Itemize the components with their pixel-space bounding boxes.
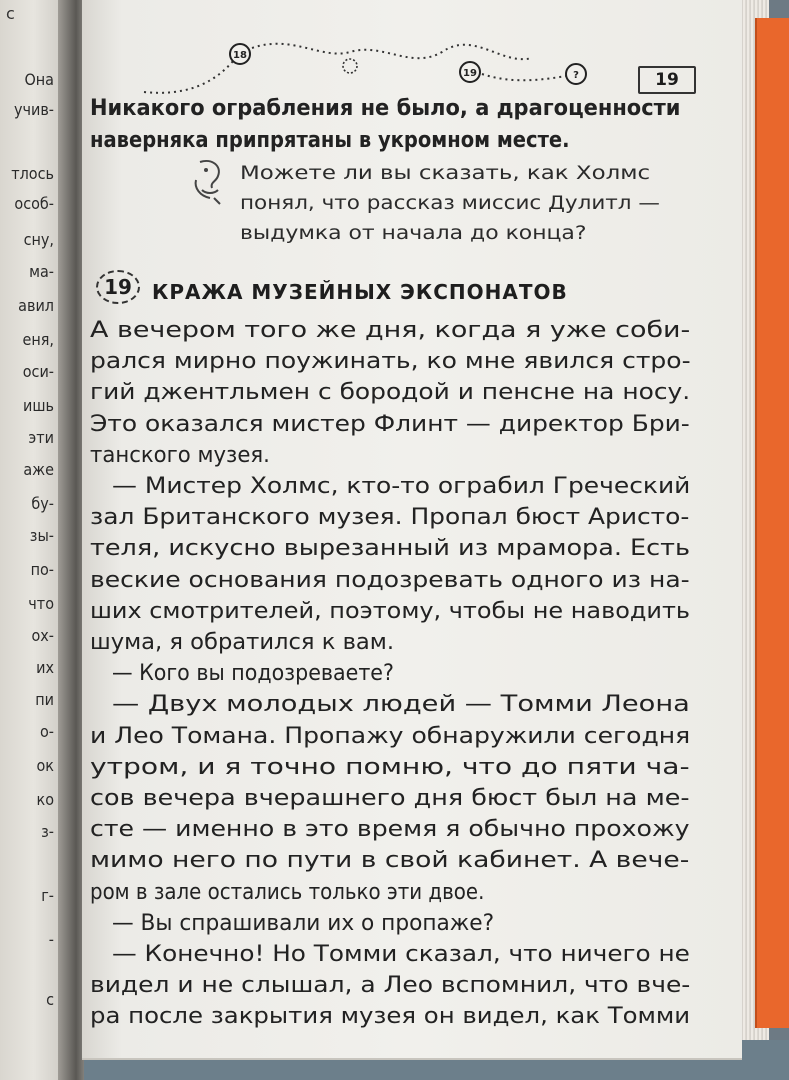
nav-badge-19-label: 19	[463, 68, 477, 79]
story-line: рался мирно поужинать, ко мне явился стро-	[90, 349, 691, 375]
story-line: — Кого вы подозреваете?	[112, 661, 394, 687]
left-page-fragment: тлось	[11, 164, 54, 183]
page-header	[82, 0, 742, 100]
left-page-fragment: о-	[40, 722, 54, 741]
left-page-fragment: пи	[35, 690, 54, 709]
question-line: Можете ли вы сказать, как Холмс	[240, 162, 651, 184]
story-line: сов вечера вчерашнего дня бюст был на ме-	[90, 786, 690, 811]
left-page-fragment: з-	[41, 822, 54, 841]
left-page-fragment: с	[46, 990, 54, 1009]
story-line: видел и не слышал, а Лео вспомнил, что вче-	[90, 973, 691, 999]
story-line: — Мистер Холмс, кто-то ограбил Греческий	[112, 474, 691, 499]
left-page-fragment: -	[48, 930, 54, 949]
story-line: теля, искусно вырезанный из мрамора. Есть	[90, 536, 691, 562]
story-line: — Конечно! Но Томми сказал, что ничего не	[112, 942, 690, 967]
story-line: танского музея.	[90, 442, 270, 468]
left-page-fragment: Она	[24, 70, 54, 89]
left-page-fragment: ок	[36, 756, 54, 775]
thinking-face-icon	[190, 158, 230, 206]
intro-line: наверняка припрятаны в укромном месте.	[90, 128, 570, 153]
dotted-swirl-icon	[343, 59, 357, 73]
story-line: зал Британского музея. Пропал бюст Аристо-	[90, 505, 690, 531]
left-page-fragment: учив-	[13, 100, 54, 119]
intro-line: Никакого ограбления не было, а драгоценности	[90, 96, 681, 121]
book-page	[82, 0, 742, 1060]
nav-badge-question-label: ?	[573, 70, 579, 81]
left-page-fragment: сну,	[23, 230, 54, 249]
page-number: 19	[638, 66, 696, 94]
story-line: сте — именно в это время я обычно прохожу	[90, 817, 690, 843]
nav-badge-18	[230, 44, 250, 64]
left-page-fragment: их	[36, 658, 54, 677]
nav-badge-19	[460, 62, 480, 82]
story-line: ром в зале остались только эти двое.	[90, 879, 485, 905]
left-page-fragment: эти	[28, 428, 54, 447]
left-page-fragment: что	[28, 594, 54, 613]
story-line: А вечером того же дня, когда я уже соби-	[90, 318, 691, 343]
left-page-fragment: особ-	[14, 194, 54, 213]
left-page-fragment: по-	[30, 560, 54, 579]
story-line: ра после закрытия музея он видел, как Томми	[90, 1004, 691, 1030]
story-line: ших смотрителей, поэтому, чтобы не наводить	[90, 598, 691, 624]
left-page-fragment: г-	[41, 886, 54, 905]
left-page-fragment: ишь	[22, 396, 54, 415]
nav-badge-question	[566, 64, 586, 84]
chapter-title: КРАЖА МУЗЕЙНЫХ ЭКСПОНАТОВ	[152, 280, 568, 304]
orange-book-cover	[755, 18, 789, 1028]
left-page-fragment: ох-	[31, 626, 54, 645]
story-line: утром, и я точно помню, что до пяти ча-	[90, 754, 690, 780]
left-page-fragment: аже	[23, 460, 54, 479]
left-page-corner-mark: c	[6, 4, 15, 23]
left-page-fragment: бу-	[31, 494, 54, 513]
story-line: Это оказался мистер Флинт — директор Бри-	[90, 411, 690, 437]
story-line: и Лео Томана. Пропажу обнаружили сегодня	[90, 723, 691, 749]
left-page-fragment: ма-	[29, 262, 54, 281]
nav-badge-18-label: 18	[233, 50, 247, 61]
story-line: гий джентльмен с бородой и пенсне на носу.	[90, 380, 691, 406]
story-line: — Вы спрашивали их о пропаже?	[112, 910, 495, 936]
left-page-fragment: ко	[36, 790, 54, 809]
left-page-fragment: зы-	[29, 526, 54, 545]
story-line: — Двух молодых людей — Томми Леона	[112, 692, 690, 718]
story-line: веские основания подозревать одного из на-	[90, 567, 690, 593]
left-page-fragment: авил	[18, 296, 54, 315]
story-line: мимо него по пути в свой кабинет. А вече-	[90, 848, 690, 874]
left-page-fragment: оси-	[22, 362, 54, 381]
chapter-number-badge: 19	[96, 270, 140, 304]
question-line: понял, что рассказ миссис Дулитл —	[240, 192, 660, 214]
question-line: выдумка от начала до конца?	[240, 222, 587, 244]
story-line: шума, я обратился к вам.	[90, 630, 395, 655]
left-page-fragment: еня,	[22, 330, 54, 349]
left-page-text-fragments	[0, 0, 58, 1080]
